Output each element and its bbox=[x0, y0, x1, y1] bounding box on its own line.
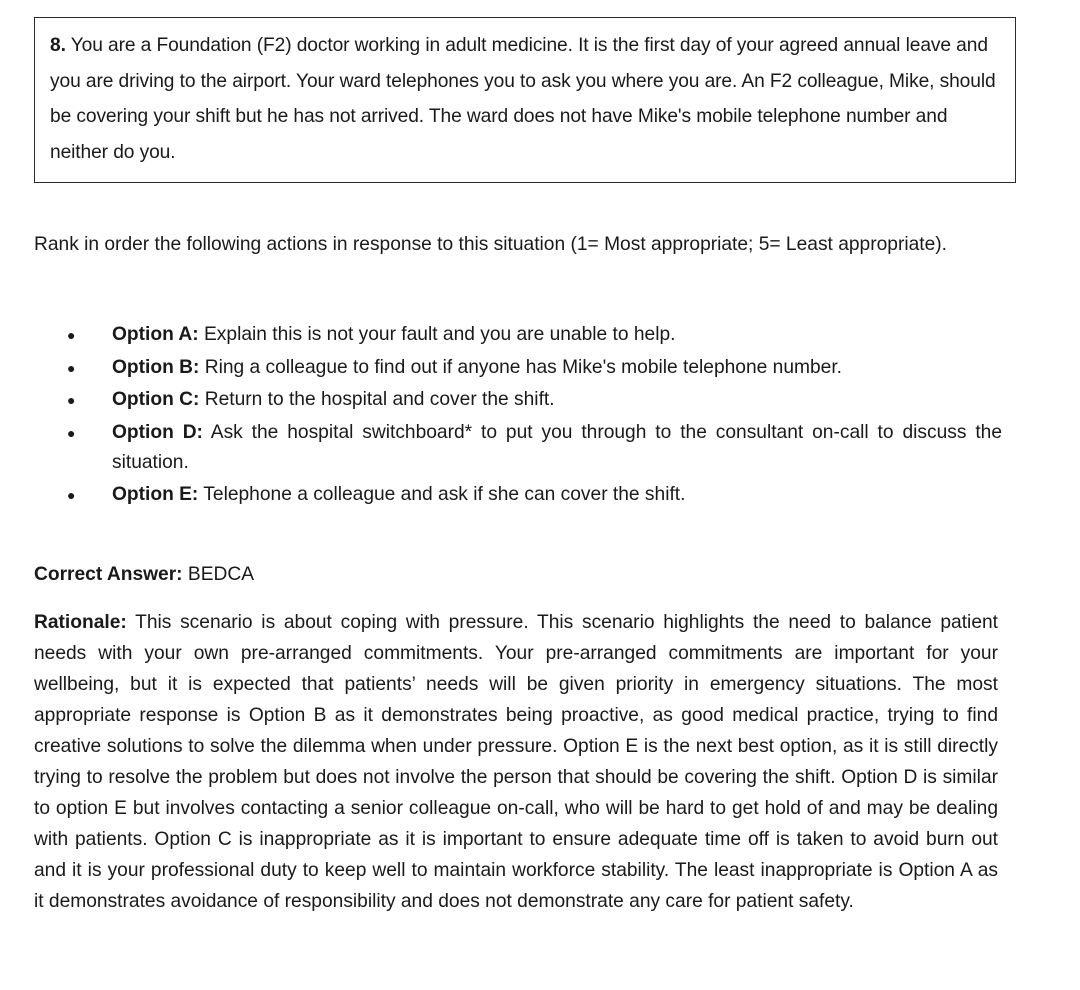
option-a bbox=[62, 320, 1002, 350]
option-c bbox=[62, 385, 1002, 415]
correct-answer bbox=[34, 560, 254, 590]
option-text: Ring a colleague to find out if anyone has Mike's mobile telephone number. bbox=[199, 356, 842, 378]
question-number: 8. bbox=[50, 35, 66, 56]
correct-answer-value: BEDCA bbox=[182, 564, 255, 585]
option-text: Explain this is not your fault and you are unable to help. bbox=[198, 324, 676, 345]
option-text: Telephone a colleague and ask if she can cover the shift. bbox=[198, 484, 686, 505]
rationale bbox=[34, 607, 998, 917]
bullet-icon: ● bbox=[67, 359, 76, 376]
rationale-text: This scenario is about coping with pressure. This scenario highlights the need to balance patient needs with your own pre-arranged commitments. Your pre-arranged commitments are important for your wellbeing, but it is expected that patients’ needs will be given priority in emergency situations. The most appropriate response is Option B as it demonstrates being proactive, as good medical practice, trying to find creative solutions to solve the dilemma when under pressure. Option E is the next best option, as it is still directly trying to resolve the problem but does not involve the person that should be covering the shift. Option D is similar to option E but involves contacting a senior colleague on-call, who will be hard to get hold of and may be dealing with patients. Option C is inappropriate as it is important to ensure adequate time off is taken to avoid burn out and it is your professional duty to keep well to maintain workforce stability. The least inappropriate is Option A as it demonstrates avoidance of responsibility and does not demonstrate any care for patient safety. bbox=[34, 612, 998, 912]
bullet-icon: ● bbox=[67, 424, 76, 441]
option-e bbox=[62, 480, 1002, 510]
option-d bbox=[62, 418, 1002, 478]
option-label: Option A: bbox=[112, 324, 199, 345]
bullet-icon: ● bbox=[67, 392, 76, 408]
bullet-icon: ● bbox=[67, 327, 76, 343]
question-body: You are a Foundation (F2) doctor working in adult medicine. It is the first day of your agreed annual leave and you are driving to the airport. Your ward telephones you to ask you where you are. An F2 colleague, Mike, should be covering your shift but he has not arrived. The ward does not have Mike's mobile telephone number and neither do you. bbox=[50, 35, 996, 163]
correct-answer-label: Correct Answer: bbox=[34, 564, 183, 585]
rationale-label: Rationale: bbox=[34, 612, 127, 633]
option-text: Return to the hospital and cover the shift. bbox=[199, 389, 555, 410]
option-label: Option B: bbox=[112, 356, 200, 378]
option-label: Option E: bbox=[112, 484, 199, 505]
options-list bbox=[62, 320, 1002, 513]
bullet-icon: ● bbox=[67, 487, 76, 503]
option-label: Option D: bbox=[112, 421, 203, 443]
ranking-instruction: Rank in order the following actions in response to this situation (1= Most appropriate; 5= Least appropriate). bbox=[34, 234, 947, 255]
option-label: Option C: bbox=[112, 389, 200, 410]
option-text: Ask the hospital switchboard* to put you through to the consultant on-call to discuss the situation. bbox=[112, 421, 1002, 473]
question-text bbox=[50, 28, 1001, 170]
question-box bbox=[34, 17, 1016, 183]
option-b bbox=[62, 353, 1002, 383]
